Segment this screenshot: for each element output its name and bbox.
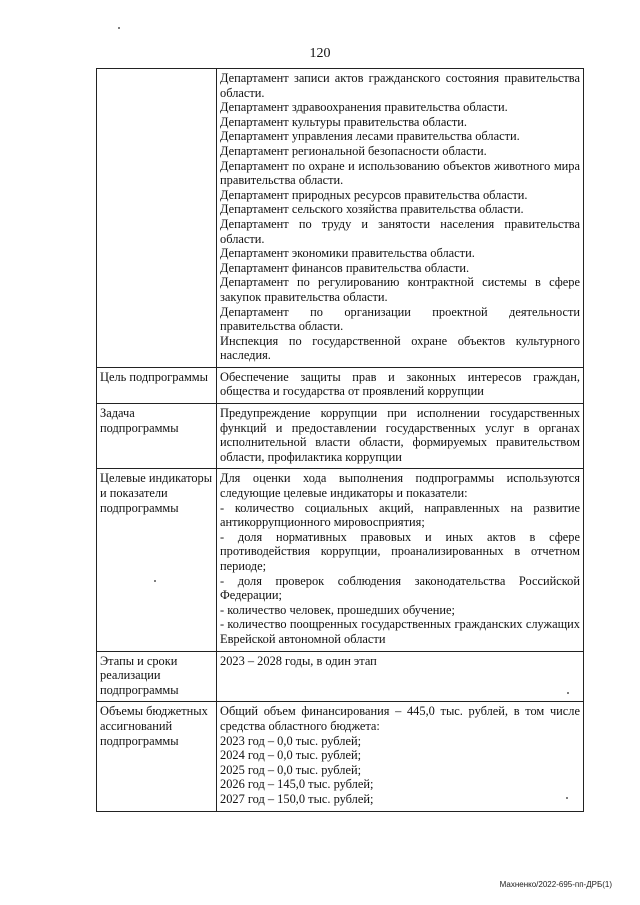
row-label-cell bbox=[97, 69, 217, 368]
row-label-cell bbox=[97, 651, 217, 702]
row-content-cell bbox=[217, 651, 584, 702]
content-line: - количество поощренных государственных гражданских служащих Еврейской автономной области bbox=[220, 617, 580, 646]
scan-speck bbox=[567, 692, 569, 694]
content-line: Департамент сельского хозяйства правительства области. bbox=[220, 202, 524, 217]
row-label-cell bbox=[97, 702, 217, 811]
table-row bbox=[97, 404, 584, 469]
content-line: Департамент управления лесами правительства области. bbox=[220, 129, 520, 144]
table-row bbox=[97, 702, 584, 811]
row-label: Этапы и сроки реализации подпрограммы bbox=[100, 653, 179, 697]
row-content-cell bbox=[217, 367, 584, 403]
content-line: Департамент экономики правительства области. bbox=[220, 246, 475, 261]
content-line: 2023 год – 0,0 тыс. рублей; bbox=[220, 733, 362, 748]
table-row bbox=[97, 469, 584, 651]
page-number: 120 bbox=[309, 46, 331, 61]
subprogram-passport-table bbox=[96, 68, 584, 812]
row-content-cell bbox=[217, 702, 584, 811]
content-line: - доля проверок соблюдения законодательства Российской Федерации; bbox=[220, 573, 580, 603]
content-line: Для оценки хода выполнения подпрограммы используются следующие целевые индикаторы и показатели: bbox=[220, 471, 580, 501]
content-line: Департамент по труду и занятости населения правительства области. bbox=[220, 216, 580, 246]
content-line: Департамент здравоохранения правительства области. bbox=[220, 100, 508, 115]
content-line: Департамент финансов правительства области. bbox=[220, 260, 470, 275]
document-footer-id: Махненко/2022-695-пп-ДРБ(1) bbox=[499, 880, 612, 889]
content-line: 2023 – 2028 годы, в один этап bbox=[220, 653, 377, 668]
scan-speck bbox=[154, 580, 156, 582]
content-line: Предупреждение коррупции при исполнении государственных функций и предоставлении государственных услуг в органах исполнительной власти области, формируемых правительством области, профилактика коррупции bbox=[220, 406, 580, 464]
row-label-cell bbox=[97, 469, 217, 651]
content-line: Департамент по регулированию контрактной системы в сфере закупок правительства области. bbox=[220, 275, 580, 304]
content-line: 2024 год – 0,0 тыс. рублей; bbox=[220, 748, 362, 763]
scan-speck bbox=[566, 797, 568, 799]
content-line: Департамент культуры правительства области. bbox=[220, 114, 468, 129]
row-content-cell bbox=[217, 69, 584, 368]
content-line: Общий объем финансирования – 445,0 тыс. рублей, в том числе средства областного бюджета: bbox=[220, 704, 580, 733]
content-line: - количество человек, прошедших обучение; bbox=[220, 602, 455, 617]
content-line: Инспекция по государственной охране объектов культурного наследия. bbox=[220, 333, 580, 363]
content-line: Департамент по охране и использованию объектов животного мира правительства области. bbox=[220, 158, 580, 188]
table-row bbox=[97, 367, 584, 403]
content-line: Департамент записи актов гражданского состояния правительства области. bbox=[220, 71, 580, 100]
content-line: 2025 год – 0,0 тыс. рублей; bbox=[220, 762, 362, 777]
scan-speck bbox=[118, 27, 120, 29]
row-label: Задача подпрограммы bbox=[100, 406, 179, 435]
row-label-cell bbox=[97, 367, 217, 403]
content-line: 2026 год – 145,0 тыс. рублей; bbox=[220, 777, 374, 792]
row-label-cell bbox=[97, 404, 217, 469]
content-line: 2027 год – 150,0 тыс. рублей; bbox=[220, 791, 374, 806]
table-row bbox=[97, 651, 584, 702]
content-line: - доля нормативных правовых и иных актов в сфере противодействия коррупции, проанализированных в отчетном периоде; bbox=[220, 529, 580, 573]
table-row bbox=[97, 69, 584, 368]
content-line: Департамент природных ресурсов правительства области. bbox=[220, 187, 528, 202]
row-label: Объемы бюджетных ассигнований подпрограммы bbox=[100, 704, 208, 748]
content-line: Департамент региональной безопасности области. bbox=[220, 143, 487, 158]
content-line: Департамент по организации проектной деятельности правительства области. bbox=[220, 304, 580, 334]
row-content-cell bbox=[217, 404, 584, 469]
row-content-cell bbox=[217, 469, 584, 651]
row-label: Цель подпрограммы bbox=[100, 369, 208, 384]
content-line: Обеспечение защиты прав и законных интересов граждан, общества и государства от проявлений коррупции bbox=[220, 369, 580, 399]
content-line: - количество социальных акций, направленных на развитие антикоррупционного мировосприятия; bbox=[220, 500, 580, 530]
row-label: Целевые индикаторы и показатели подпрограммы bbox=[100, 471, 213, 515]
